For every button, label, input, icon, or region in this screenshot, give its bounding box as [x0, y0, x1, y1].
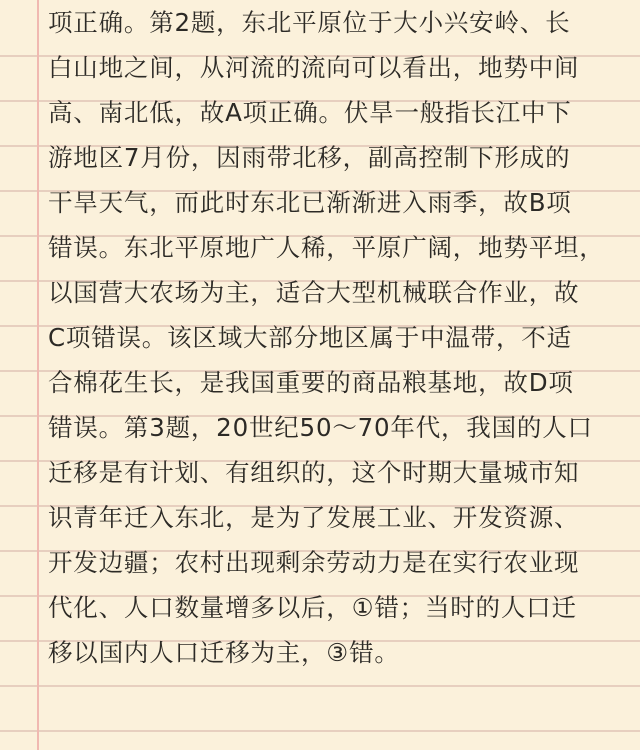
- text-line-15: 移以国内人口迁移为主，③错。: [48, 638, 400, 667]
- text-line-10: 错误。第3题，20世纪50～70年代，我国的人口: [48, 413, 593, 442]
- text-line-1: 项正确。第2题，东北平原位于大小兴安岭、长: [48, 8, 571, 37]
- text-line-5: 干旱天气，而此时东北已渐渐进入雨季，故B项: [48, 188, 572, 217]
- text-line-13: 开发边疆；农村出现剩余劳动力是在实行农业现: [48, 548, 580, 577]
- text-line-14: 代化、人口数量增多以后，①错；当时的人口迁: [48, 593, 577, 622]
- text-line-11: 迁移是有计划、有组织的，这个时期大量城市知: [48, 458, 580, 487]
- text-line-6: 错误。东北平原地广人稀，平原广阔，地势平坦，: [48, 233, 605, 262]
- text-line-4: 游地区7月份，因雨带北移，副高控制下形成的: [48, 143, 571, 172]
- text-line-2: 白山地之间，从河流的流向可以看出，地势中间: [48, 53, 580, 82]
- red-margin-line: [37, 0, 39, 750]
- text-line-12: 识青年迁入东北，是为了发展工业、开发资源、: [48, 503, 580, 532]
- text-line-9: 合棉花生长，是我国重要的商品粮基地，故D项: [48, 368, 574, 397]
- text-line-8: C项错误。该区域大部分地区属于中温带，不适: [48, 323, 572, 352]
- text-line-3: 高、南北低，故A项正确。伏旱一般指长江中下: [48, 98, 572, 127]
- text-line-7: 以国营大农场为主，适合大型机械联合作业，故: [48, 278, 580, 307]
- handwritten-text-block: [48, 0, 640, 675]
